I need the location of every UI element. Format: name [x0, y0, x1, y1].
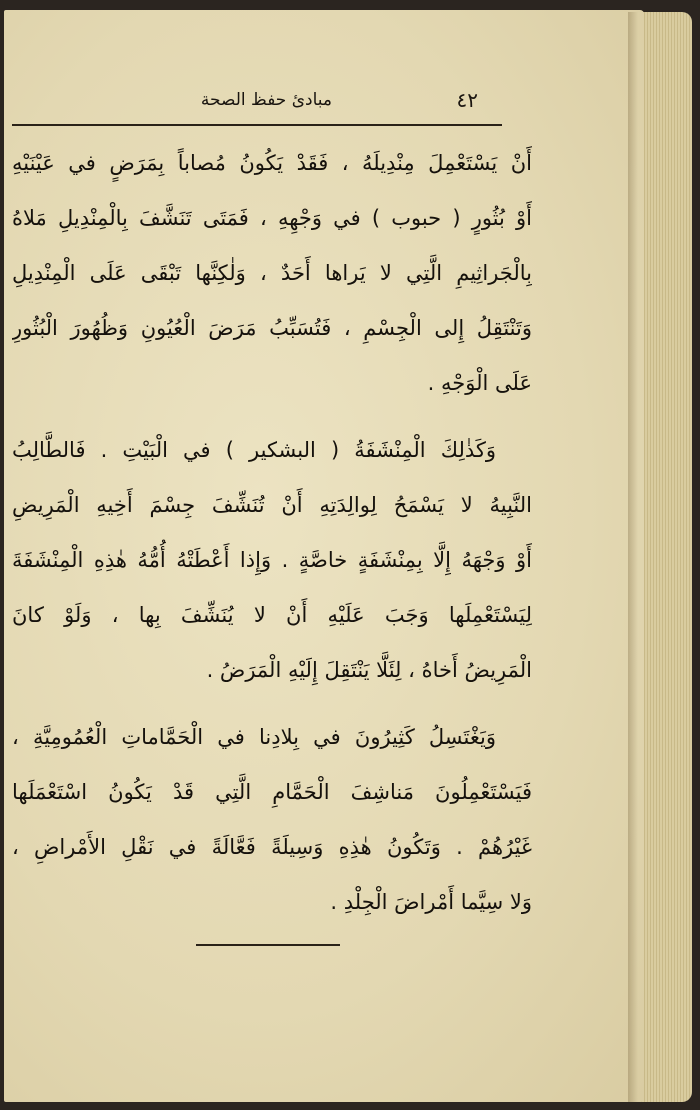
text-line: وَيَغْتَسِلُ كَثِيرُونَ في بِلادِنا في الْحَمَّاماتِ الْعُمُومِيَّةِ ، [12, 725, 496, 749]
text-line: وَلا سِيَّما أَمْراضَ الْجِلْدِ . [330, 890, 532, 914]
section-end-rule [196, 944, 340, 946]
text-line: النَّبِيهُ لا يَسْمَحُ لِوالِدَتِهِ أَنْ تُنَشِّفَ جِسْمَ أَخِيهِ الْمَرِيضِ [12, 493, 532, 517]
text-line: أَوْ بُثُورٍ ( حبوب ) في وَجْهِهِ ، فَمَتَى تَنَشَّفَ بِالْمِنْدِيلِ مَلاهُ [12, 206, 532, 230]
text-line: بِالْجَراثِيمِ الَّتِي لا يَراها أَحَدٌ ، وَلٰكِنَّها تَبْقَى عَلَى الْمِنْدِيلِ [12, 261, 532, 285]
paragraph-gap [12, 698, 532, 710]
page-number: ٤٢ [456, 88, 478, 112]
paragraph-2 [12, 423, 532, 698]
paragraph-1 [12, 136, 532, 411]
body-text [12, 136, 532, 930]
text-line: لِيَسْتَعْمِلَها وَجَبَ عَلَيْهِ أَنْ لا يُنَشِّفَ بِها ، وَلَوْ كانَ [12, 603, 532, 627]
text-line: أَنْ يَسْتَعْمِلَ مِنْدِيلَهُ ، فَقَدْ يَكُونُ مُصاباً بِمَرَضٍ في عَيْنَيْهِ [12, 151, 532, 175]
text-line: وَتَنْتَقِلُ إِلى الْجِسْمِ ، فَتُسَبِّبُ مَرَضَ الْعُيُونِ وَظُهُورَ الْبُثُورِ [12, 316, 532, 340]
text-line: أَوْ وَجْهَهُ إِلَّا بِمِنْشَفَةٍ خاصَّةٍ . وَإِذا أَعْطَتْهُ أُمُّهُ هٰذِهِ الْمِنْشَفَةَ [12, 548, 532, 572]
page-header [12, 88, 502, 124]
paragraph-3 [12, 710, 532, 930]
text-line: الْمَرِيضُ أَخاهُ ، لِئَلَّا يَنْتَقِلَ إِلَيْهِ الْمَرَضُ . [206, 658, 532, 682]
page-fold-shadow [628, 12, 638, 1102]
text-line: فَيَسْتَعْمِلُونَ مَناشِفَ الْحَمَّامِ الَّتِي قَدْ يَكُونُ اسْتَعْمَلَها [12, 780, 532, 804]
header-rule [12, 124, 502, 126]
text-line: غَيْرُهُمْ . وَتَكُونُ هٰذِهِ وَسِيلَةً فَعَّالَةً في نَقْلِ الأَمْراضِ ، [12, 835, 532, 859]
paragraph-gap [12, 411, 532, 423]
text-line: عَلَى الْوَجْهِ . [427, 371, 532, 395]
text-line: وَكَذٰلِكَ الْمِنْشَفَةُ ( البشكير ) في الْبَيْتِ . فَالطَّالِبُ [12, 438, 496, 462]
running-title: مبادئ حفظ الصحة [200, 90, 332, 110]
